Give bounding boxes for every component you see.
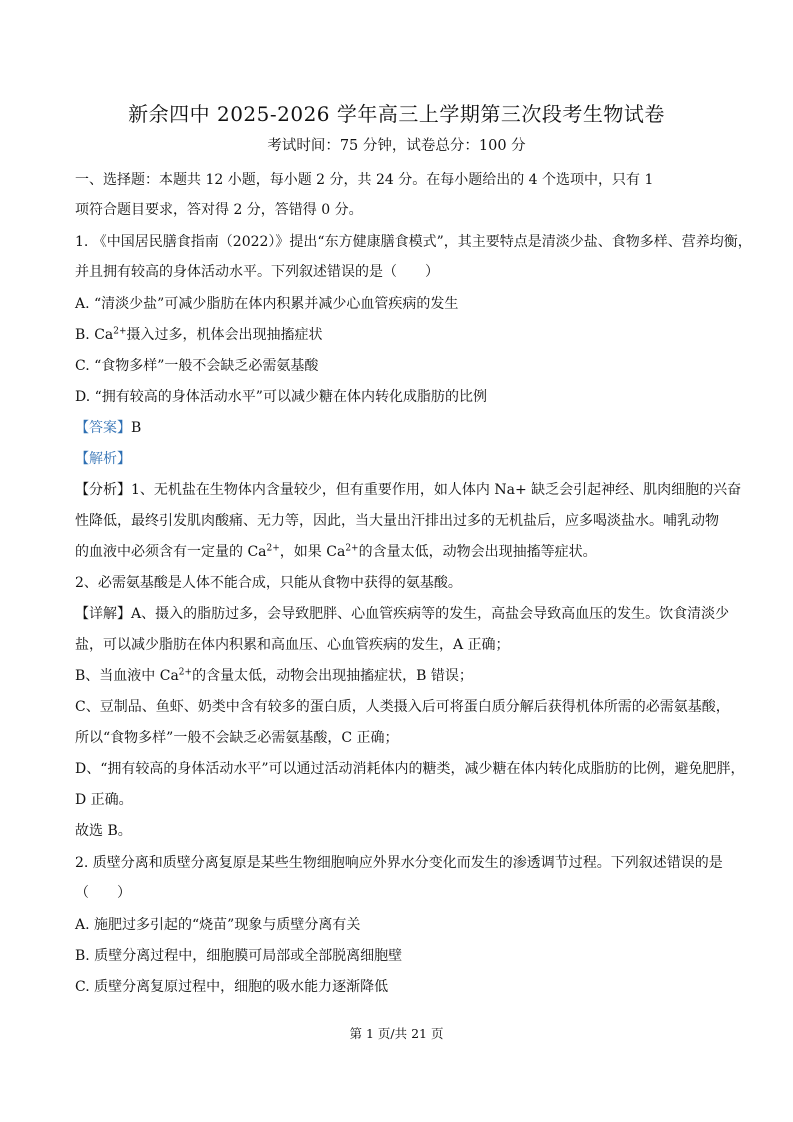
q1-xiangjie-line-4: C、豆制品、鱼虾、奶类中含有较多的蛋白质，人类摄入后可将蛋白质分解后获得机体所需的必需氨基酸， (75, 699, 730, 715)
xiangjie-text-3a: B、当血液中 Ca (75, 668, 179, 684)
xiangjie-text-1: A、摄入的脂肪过多，会导致肥胖、心血管疾病等的发生，高盐会导致高血压的发生。饮食清淡少 (131, 606, 730, 622)
answer-tag: 【答案】 (75, 420, 131, 436)
q1-fenxi-line-1 (75, 480, 742, 500)
fenxi-sup-1: 2+ (266, 543, 280, 554)
q2-option-b: B. 质壁分离过程中，细胞膜可局部或全部脱离细胞壁 (75, 948, 403, 964)
q1-xiangjie-line-3 (75, 666, 725, 686)
section-intro-line-2: 项符合题目要求，答对得 2 分，答错得 0 分。 (75, 202, 363, 218)
fenxi-text-3c: 的含量太低，动物会出现抽搐等症状。 (358, 544, 597, 560)
q1-option-b-sup: 2+ (113, 326, 127, 337)
fenxi-text-3a: 的血液中必须含有一定量的 Ca (75, 544, 267, 560)
q1-xiangjie-line-7: D 正确。 (75, 792, 133, 808)
q2-stem-line-2: （ ） (75, 885, 131, 901)
q1-fenxi-line-4: 2、必需氨基酸是人体不能合成，只能从食物中获得的氨基酸。 (75, 575, 462, 591)
q1-xiangjie-line-6: D、“拥有较高的身体活动水平”可以通过活动消耗体内的糖类，减少糖在体内转化成脂肪的比例，避免肥胖， (75, 761, 745, 777)
q1-xiangjie-line-5: 所以“食物多样”一般不会缺乏必需氨基酸，C 正确； (75, 730, 399, 746)
xiangjie-text-3b: 的含量太低，动物会出现抽搐症状，B 错误； (192, 668, 473, 684)
q1-option-a: A. “清淡少盐”可减少脂肪在体内积累并减少心血管疾病的发生 (75, 296, 459, 312)
q2-option-c: C. 质壁分离复原过程中，细胞的吸水能力逐渐降低 (75, 979, 389, 995)
q1-fenxi-line-2: 性降低，最终引发肌肉酸痛、无力等，因此，当大量出汗排出过多的无机盐后，应多喝淡盐水。哺乳动物 (75, 513, 719, 529)
q1-answer (75, 418, 725, 438)
q1-option-c: C. “食物多样”一般不会缺乏必需氨基酸 (75, 358, 319, 374)
q1-option-d: D. “拥有较高的身体活动水平”可以减少糖在体内转化成脂肪的比例 (75, 389, 487, 405)
fenxi-text-3b: ，如果 Ca (279, 544, 346, 560)
q1-xiangjie-line-2: 盐，可以减少脂肪在体内积累和高血压、心血管疾病的发生，A 正确； (75, 637, 510, 653)
xiangjie-sup: 2+ (178, 667, 193, 678)
q1-conclusion: 故选 B。 (75, 823, 132, 839)
q1-option-b-post: 摄入过多，机体会出现抽搐症状 (126, 327, 323, 343)
q1-option-b (75, 325, 725, 345)
answer-value: B (131, 420, 142, 436)
xiangjie-tag: 【详解】 (75, 606, 131, 622)
analysis-tag: 【解析】 (75, 451, 131, 467)
q1-fenxi-line-3 (75, 542, 725, 562)
q1-stem-line-1: 1. 《中国居民膳食指南（2022）》提出“东方健康膳食模式”，其主要特点是清淡少盐、食物多样、营养均衡， (75, 234, 752, 250)
fenxi-text-1: 1、无机盐在生物体内含量较少，但有重要作用，如人体内 Na+ 缺乏会引起神经、肌肉细胞的兴奋 (131, 482, 742, 498)
q1-option-b-pre: B. Ca (75, 327, 114, 343)
q2-stem-line-1: 2. 质壁分离和质壁分离复原是某些生物细胞响应外界水分变化而发生的渗透调节过程。下列叙述错误的是 (75, 855, 723, 871)
q1-analysis-heading (75, 449, 725, 469)
q1-stem-line-2: 并且拥有较高的身体活动水平。下列叙述错误的是（ ） (75, 264, 439, 280)
q2-option-a: A. 施肥过多引起的“烧苗”现象与质壁分离有关 (75, 917, 361, 933)
q1-xiangjie-line-1 (75, 604, 730, 624)
page-title: 新余四中 2025-2026 学年高三上学期第三次段考生物试卷 (128, 102, 665, 126)
fenxi-sup-2: 2+ (345, 543, 359, 554)
fenxi-tag: 【分析】 (75, 482, 131, 498)
section-intro-line-1: 一、选择题：本题共 12 小题，每小题 2 分，共 24 分。在每小题给出的 4 个选项中，只有 1 (75, 172, 654, 188)
exam-info: 考试时间：75 分钟，试卷总分：100 分 (267, 138, 526, 154)
page-number: 第 1 页/共 21 页 (349, 1026, 444, 1041)
